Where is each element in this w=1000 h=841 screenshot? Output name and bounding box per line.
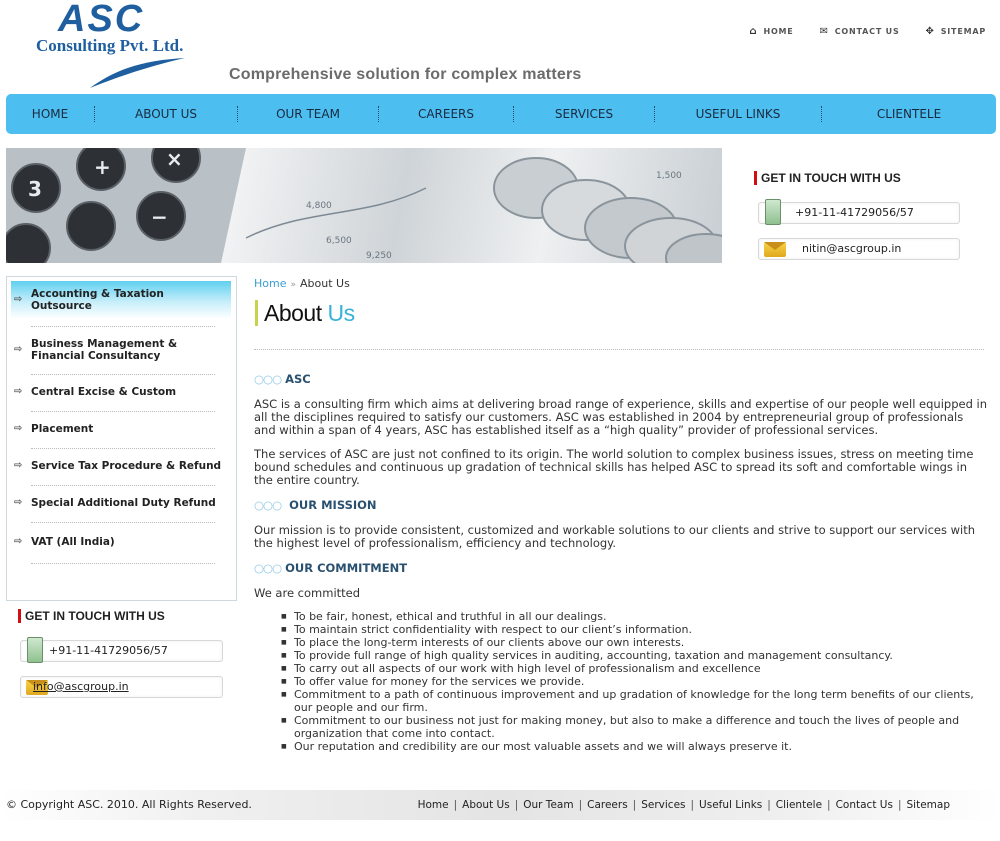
- nav-services[interactable]: SERVICES: [554, 107, 614, 121]
- home-icon: ⌂: [749, 26, 758, 37]
- contact-phone-box-left: [20, 640, 223, 662]
- logo-subtitle: Consulting Pvt. Ltd.: [36, 36, 184, 55]
- section-heading-asc: [254, 372, 311, 386]
- breadcrumb-home[interactable]: Home: [254, 277, 287, 290]
- contact-phone: +91-11-41729056/57: [795, 206, 914, 219]
- sidebar-item-service-tax[interactable]: [11, 451, 231, 481]
- top-links: [749, 26, 986, 37]
- commitment-intro: We are committed: [254, 586, 361, 600]
- sidebar-item-label: VAT (All India): [31, 536, 115, 548]
- sitemap-icon: ✥: [925, 26, 935, 37]
- footer-link-about-us[interactable]: About Us: [462, 799, 510, 811]
- list-item: ■ To place the long-term interests of our clients above our own interests.: [294, 636, 974, 649]
- list-item: ■ To be fair, honest, ethical and truthful in all our dealings.: [294, 610, 974, 623]
- footer-separator: |: [690, 799, 695, 811]
- sidebar-item-label: Accounting & Taxation Outsource: [31, 288, 164, 312]
- commitment-list: [294, 610, 974, 753]
- title-divider: [254, 349, 984, 350]
- mobile-phone-icon: [27, 637, 43, 663]
- sidebar-divider: [31, 374, 215, 375]
- section-heading-commitment: [254, 561, 407, 575]
- bullet-circles-icon: ○○○: [254, 372, 282, 386]
- envelope-icon: ✉: [819, 26, 829, 37]
- breadcrumb-current: About Us: [300, 277, 350, 290]
- bullet-circles-icon: ○○○: [254, 561, 282, 575]
- envelope-icon: [764, 242, 786, 257]
- footer-separator: |: [578, 799, 583, 811]
- sidebar-item-vat[interactable]: [11, 527, 231, 557]
- arrow-right-icon: ⇨: [14, 423, 23, 434]
- section-heading-text: OUR MISSION: [289, 498, 377, 512]
- mobile-phone-icon: [765, 199, 781, 225]
- contact-email-box: [758, 238, 960, 260]
- footer-link-our-team[interactable]: Our Team: [523, 799, 574, 811]
- contact-email-box-left: [20, 676, 223, 698]
- top-link-sitemap[interactable]: [926, 26, 986, 37]
- svg-text:−: −: [151, 205, 168, 229]
- section-heading-text: OUR COMMITMENT: [285, 561, 408, 575]
- footer-link-contact-us[interactable]: Contact Us: [835, 799, 893, 811]
- sidebar-divider: [31, 485, 215, 486]
- list-item: ■ To offer value for money for the services we provide.: [294, 675, 974, 688]
- top-link-contact-label: CONTACT US: [834, 27, 900, 36]
- logo-swoosh: [90, 56, 190, 90]
- contact-title-left: GET IN TOUCH WITH US: [18, 609, 165, 623]
- site-logo[interactable]: [30, 2, 200, 92]
- section-heading-mission: [254, 498, 377, 512]
- bullet-circles-icon: ○○○: [254, 498, 282, 512]
- svg-text:+: +: [94, 155, 111, 179]
- footer-links: [418, 799, 950, 811]
- top-link-contact[interactable]: [820, 26, 900, 37]
- nav-clientele[interactable]: CLIENTELE: [876, 107, 942, 121]
- arrow-right-icon: ⇨: [14, 386, 23, 397]
- sidebar-item-accounting-taxation[interactable]: [11, 281, 231, 319]
- sidebar-divider: [31, 411, 215, 412]
- sidebar-item-label: Service Tax Procedure & Refund: [31, 460, 222, 472]
- footer-separator: |: [632, 799, 637, 811]
- main-nav: [6, 94, 996, 134]
- footer-separator: |: [897, 799, 902, 811]
- contact-phone-box: [758, 202, 960, 224]
- arrow-right-icon: ⇨: [14, 460, 23, 471]
- sidebar-item-special-duty[interactable]: [11, 488, 231, 518]
- sidebar-divider: [31, 448, 215, 449]
- arrow-right-icon: ⇨: [14, 344, 23, 355]
- banner-number: 4,800: [306, 201, 332, 211]
- footer-link-clientele[interactable]: Clientele: [775, 799, 823, 811]
- sidebar-divider: [31, 563, 215, 564]
- svg-text:×: ×: [166, 148, 183, 171]
- page-title: [255, 300, 355, 326]
- mission-paragraph: Our mission is to provide consistent, customized and workable solutions to our clients and strive to support our services with the highest level of professionalism, efficiency and technology.: [254, 523, 976, 550]
- sidebar-item-label: Central Excise & Custom: [31, 386, 177, 398]
- nav-home[interactable]: HOME: [31, 107, 69, 121]
- banner-number: 9,250: [366, 251, 392, 261]
- footer-separator: |: [827, 799, 831, 811]
- top-link-home[interactable]: [749, 26, 793, 37]
- top-link-sitemap-label: SITEMAP: [940, 27, 986, 36]
- list-item: ■ Our reputation and credibility are our most valuable assets and we will always preserve it.: [294, 740, 974, 753]
- footer-link-home[interactable]: Home: [417, 799, 449, 811]
- footer-link-sitemap[interactable]: Sitemap: [906, 799, 950, 811]
- sidebar-item-central-excise[interactable]: [11, 377, 231, 407]
- breadcrumb-chevron-icon: »: [290, 280, 296, 290]
- asc-paragraph-1: ASC is a consulting firm which aims at delivering broad range of experience, skills and expertise of our people well equipped in all the disciplines required to satisfy our customers. ASC was established in 2004 by entrepreneurial group of professionals and within a span of 4 years, ASC has established itself as a “high quality” provider of professional services.: [254, 397, 988, 437]
- nav-careers[interactable]: CAREERS: [417, 107, 475, 121]
- arrow-right-icon: ⇨: [14, 497, 23, 508]
- list-item: ■ Commitment to a path of continuous improvement and up gradation of knowledge for the long term benefits of our clients, our people and our firm.: [294, 688, 974, 714]
- page-title-us: Us: [327, 300, 355, 326]
- site-tagline: Comprehensive solution for complex matters: [229, 66, 582, 83]
- top-link-home-label: HOME: [763, 27, 794, 36]
- section-heading-text: ASC: [285, 372, 311, 386]
- footer-separator: |: [514, 799, 519, 811]
- logo-text: ASC: [58, 0, 145, 40]
- sidebar-divider: [31, 326, 215, 327]
- list-item: ■ To carry out all aspects of our work with high level of professionalism and excellence: [294, 662, 974, 675]
- arrow-right-icon: ⇨: [14, 294, 23, 305]
- services-sidebar: [6, 276, 237, 601]
- list-item: ■ To provide full range of high quality services in auditing, accounting, taxation and management consultancy.: [294, 649, 974, 662]
- contact-email[interactable]: nitin@ascgroup.in: [802, 242, 902, 255]
- footer-link-useful-links[interactable]: Useful Links: [699, 799, 763, 811]
- page-title-about: About: [264, 300, 322, 326]
- contact-email-left[interactable]: info@ascgroup.in: [33, 680, 129, 693]
- contact-title: GET IN TOUCH WITH US: [754, 171, 901, 185]
- arrow-right-icon: ⇨: [14, 536, 23, 547]
- nav-our-team[interactable]: OUR TEAM: [276, 107, 340, 121]
- copyright: © Copyright ASC. 2010. All Rights Reserved.: [6, 798, 252, 811]
- sidebar-item-label: Placement: [31, 423, 94, 435]
- footer-link-careers[interactable]: Careers: [587, 799, 628, 811]
- footer-separator: |: [767, 799, 771, 811]
- list-item: ■ Commitment to our business not just for making money, but also to make a difference and touch the lives of people and organization that come into contact.: [294, 714, 974, 740]
- calculator-coins-illustration: [6, 148, 722, 263]
- breadcrumb: [254, 277, 350, 290]
- list-item: ■ To maintain strict confidentiality with respect to our client’s information.: [294, 623, 974, 636]
- banner-number: 6,500: [326, 236, 352, 246]
- sidebar-item-label: Business Management & Financial Consultancy: [31, 338, 178, 362]
- sidebar-item-label: Special Additional Duty Refund: [31, 497, 216, 509]
- contact-phone-left: +91-11-41729056/57: [49, 644, 168, 657]
- banner-image: [6, 148, 722, 263]
- nav-useful-links[interactable]: USEFUL LINKS: [695, 107, 781, 121]
- footer-separator: |: [453, 799, 458, 811]
- asc-paragraph-2: The services of ASC are just not confined to its origin. The world solution to complex business issues, stress on meeting time bound schedules and continuous up gradation of technical skills has helped ASC to spread its soft and comfortable wings in the entire country.: [254, 447, 974, 487]
- banner-number: 1,500: [656, 171, 682, 181]
- sidebar-item-placement[interactable]: [11, 414, 231, 444]
- footer-link-services[interactable]: Services: [641, 799, 686, 811]
- nav-about-us[interactable]: ABOUT US: [134, 107, 197, 121]
- sidebar-item-business-management[interactable]: [11, 329, 231, 371]
- sidebar-divider: [31, 522, 215, 523]
- svg-text:3: 3: [28, 177, 42, 201]
